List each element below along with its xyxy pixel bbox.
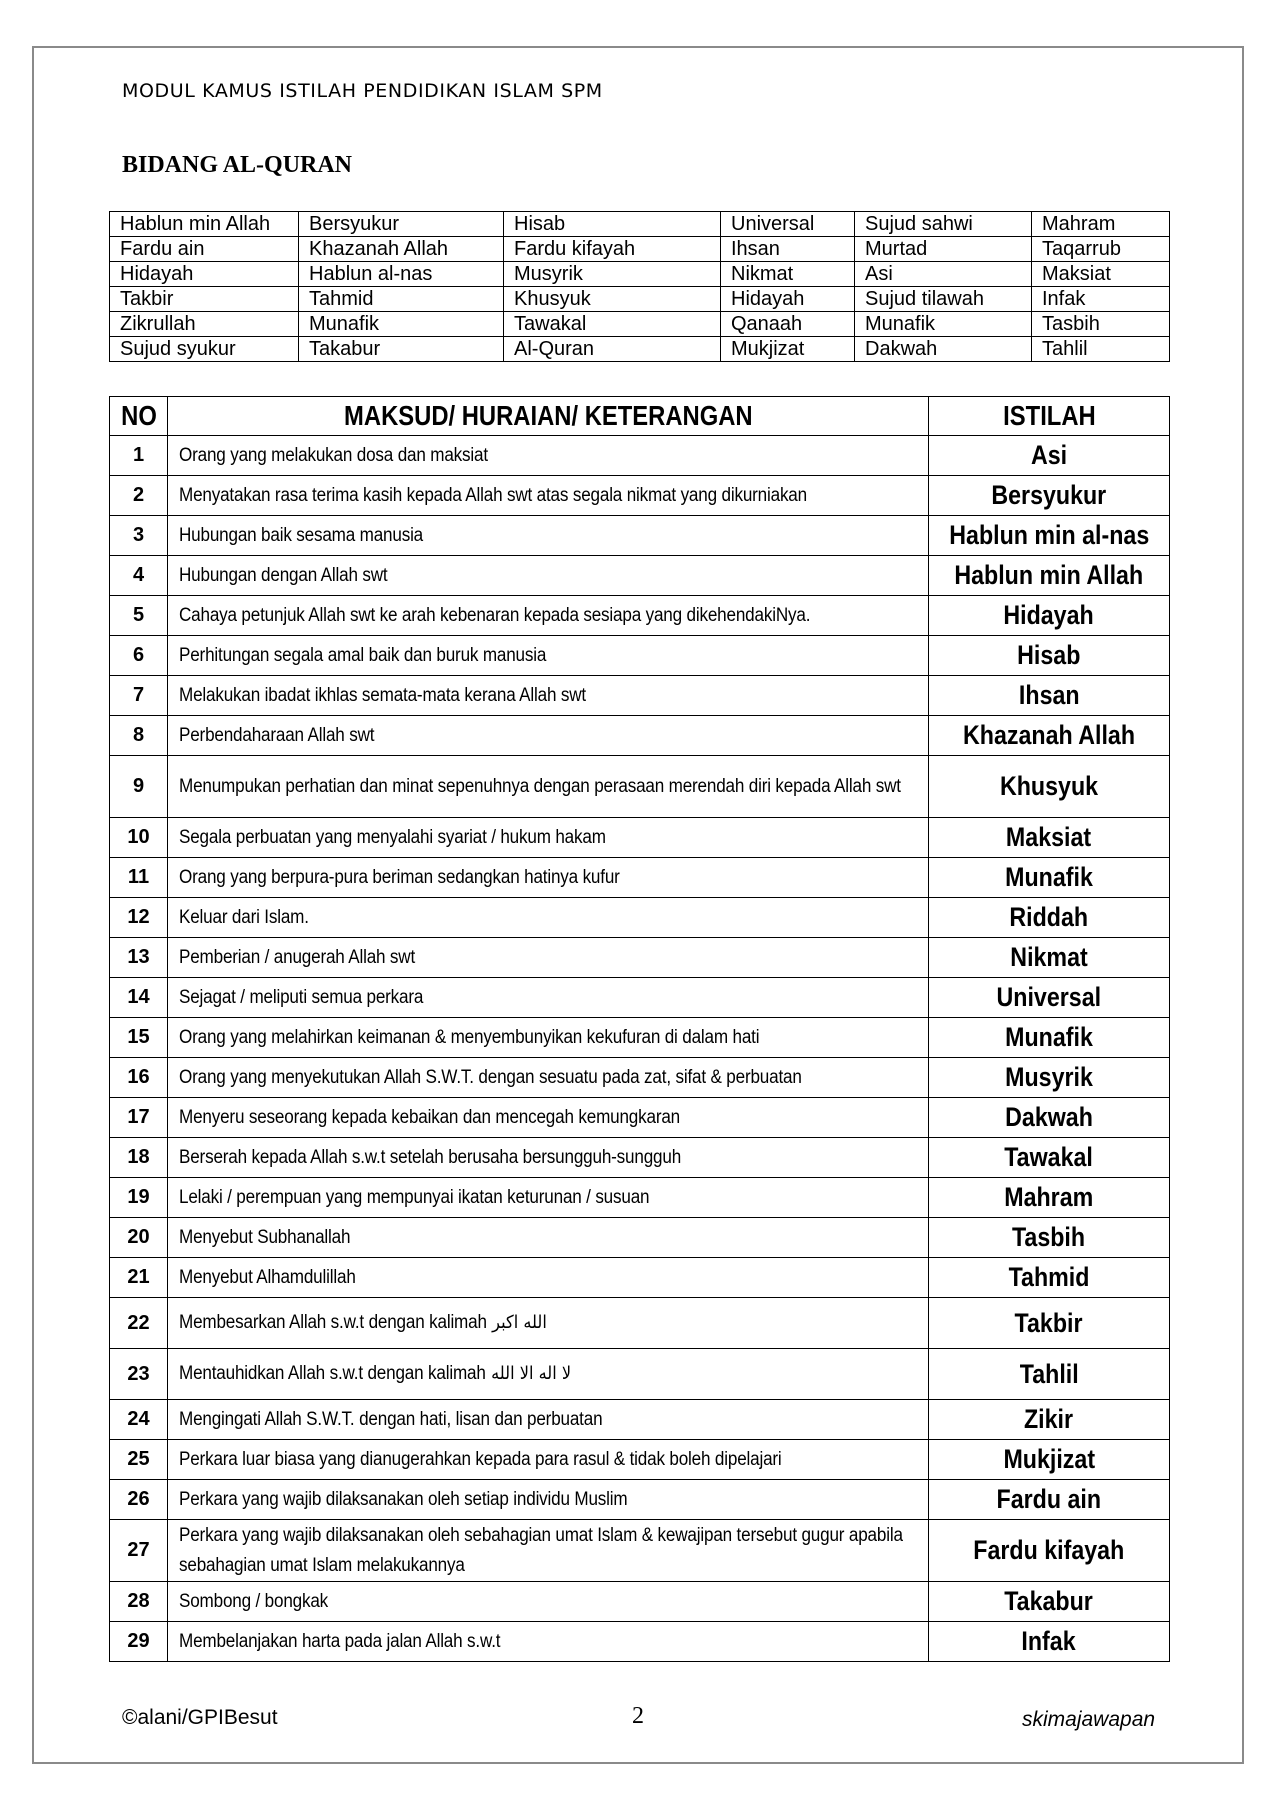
row-term-text: Tawakal [1004,1142,1094,1172]
glossary-row [110,436,1170,476]
row-description [168,1018,929,1058]
term-grid-cell: Mukjizat [721,337,855,362]
row-description-text: Membelanjakan harta pada jalan Allah s.w.t [179,1630,501,1652]
row-description-text: Mengingati Allah S.W.T. dengan hati, lisan dan perbuatan [179,1408,603,1430]
row-description [168,1098,929,1138]
glossary-row [110,1298,1170,1349]
row-description [168,1622,929,1662]
term-grid-row [110,337,1170,362]
row-description-text: Menyebut Alhamdulillah [179,1266,356,1288]
row-term [929,938,1170,978]
row-description [168,556,929,596]
row-description [168,1520,929,1582]
glossary-row [110,1480,1170,1520]
row-term [929,1440,1170,1480]
row-term-text: Zikir [1024,1404,1074,1434]
row-number: 22 [110,1298,168,1349]
glossary-row [110,556,1170,596]
glossary-row [110,636,1170,676]
row-term-text: Hidayah [1003,600,1095,630]
term-grid-cell: Hidayah [110,262,299,287]
row-number: 14 [110,978,168,1018]
glossary-row [110,476,1170,516]
glossary-row [110,1218,1170,1258]
row-description-text: Menyatakan rasa terima kasih kepada Allah swt atas segala nikmat yang dikurniakan [179,484,807,506]
row-number: 27 [110,1520,168,1582]
row-description-text: Sejagat / meliputi semua perkara [179,986,424,1008]
term-grid-cell: Hablun min Allah [110,212,299,237]
glossary-row [110,1349,1170,1400]
glossary-row [110,898,1170,938]
page-number: 2 [632,1703,644,1729]
row-term [929,476,1170,516]
term-grid-cell: Tahlil [1032,337,1170,362]
row-number: 7 [110,676,168,716]
glossary-row [110,1098,1170,1138]
glossary-row [110,1178,1170,1218]
row-description [168,476,929,516]
row-number: 10 [110,818,168,858]
row-description [168,436,929,476]
glossary-row [110,1440,1170,1480]
row-term [929,1582,1170,1622]
row-number: 3 [110,516,168,556]
row-description [168,1258,929,1298]
row-description [168,978,929,1018]
term-grid-cell: Munafik [299,312,504,337]
row-term-text: Tasbih [1012,1222,1086,1252]
glossary-row [110,1400,1170,1440]
row-description [168,938,929,978]
row-description-text: Orang yang berpura-pura beriman sedangkan hatinya kufur [179,866,620,888]
row-term-text: Riddah [1009,902,1089,932]
row-term-text: Fardu ain [996,1484,1102,1514]
row-description-text: Membesarkan Allah s.w.t dengan kalimah الله اكبر [179,1312,547,1333]
header-description-text: MAKSUD/ HURAIAN/ KETERANGAN [343,400,753,431]
row-number: 12 [110,898,168,938]
row-description-text: Segala perbuatan yang menyalahi syariat / hukum hakam [179,826,606,848]
row-description [168,756,929,818]
glossary-row [110,1582,1170,1622]
row-number: 28 [110,1582,168,1622]
row-term [929,1098,1170,1138]
row-description [168,636,929,676]
glossary-row [110,1018,1170,1058]
glossary-row [110,596,1170,636]
row-description [168,1582,929,1622]
row-term-text: Mahram [1004,1182,1094,1212]
row-number: 9 [110,756,168,818]
term-grid-cell: Khusyuk [504,287,721,312]
row-description [168,716,929,756]
header-term-text: ISTILAH [1002,400,1096,431]
row-term-text: Fardu kifayah [973,1535,1125,1565]
header-term [929,397,1170,436]
row-term [929,436,1170,476]
glossary-row [110,858,1170,898]
row-number: 6 [110,636,168,676]
row-description-text: Pemberian / anugerah Allah swt [179,946,416,968]
term-grid-cell: Sujud tilawah [855,287,1032,312]
row-term-text: Takbir [1015,1307,1083,1338]
glossary-row [110,818,1170,858]
row-term [929,1178,1170,1218]
row-number: 11 [110,858,168,898]
row-term-text: Infak [1021,1626,1077,1656]
row-description-text: Melakukan ibadat ikhlas semata-mata kerana Allah swt [179,684,586,706]
term-grid-cell: Takbir [110,287,299,312]
row-description-text: Berserah kepada Allah s.w.t setelah berusaha bersungguh-sungguh [179,1146,682,1168]
row-number: 20 [110,1218,168,1258]
term-grid-cell: Qanaah [721,312,855,337]
footer-copyright: ©alani/GPIBesut [122,1706,278,1729]
row-description-text: Perkara luar biasa yang dianugerahkan kepada para rasul & tidak boleh dipelajari [179,1448,782,1470]
term-grid-cell: Tawakal [504,312,721,337]
running-header: MODUL KAMUS ISTILAH PENDIDIKAN ISLAM SPM [122,80,603,102]
row-description-text: Menyebut Subhanallah [179,1226,351,1248]
term-grid-cell: Taqarrub [1032,237,1170,262]
glossary-row [110,676,1170,716]
row-description [168,596,929,636]
footer-right-label: skimajawapan [1022,1708,1156,1731]
row-term [929,818,1170,858]
term-grid-row [110,212,1170,237]
row-term-text: Universal [996,982,1102,1012]
term-grid-cell: Zikrullah [110,312,299,337]
term-grid-cell: Al-Quran [504,337,721,362]
row-description-text: Keluar dari Islam. [179,906,309,928]
row-description [168,676,929,716]
term-grid-cell: Maksiat [1032,262,1170,287]
row-description [168,516,929,556]
row-term-text: Hablun min Allah [954,560,1144,590]
term-grid-cell: Fardu ain [110,237,299,262]
row-description-text: Lelaki / perempuan yang mempunyai ikatan keturunan / susuan [179,1186,650,1208]
arabic-phrase: لا اله الا الله [491,1363,572,1384]
row-term-text: Hablun min al-nas [948,520,1149,550]
term-grid-cell: Infak [1032,287,1170,312]
glossary-row [110,1058,1170,1098]
row-description-text: Orang yang melahirkan keimanan & menyembunyikan kekufuran di dalam hati [179,1026,760,1048]
row-description [168,1218,929,1258]
row-term-text: Asi [1030,440,1068,470]
row-number: 16 [110,1058,168,1098]
row-term-text: Tahlil [1019,1358,1079,1389]
row-term [929,1058,1170,1098]
row-description-text: Perkara yang wajib dilaksanakan oleh setiap individu Muslim [179,1488,628,1510]
header-description [168,397,929,436]
row-term [929,556,1170,596]
row-term [929,636,1170,676]
row-term-text: Musyrik [1005,1062,1093,1092]
row-description [168,898,929,938]
row-term [929,1298,1170,1349]
row-number: 24 [110,1400,168,1440]
row-term [929,1520,1170,1582]
term-grid-cell: Sujud sahwi [855,212,1032,237]
term-grid-cell: Tasbih [1032,312,1170,337]
row-term-text: Hisab [1017,640,1081,670]
row-term-text: Maksiat [1006,822,1092,852]
row-term [929,756,1170,818]
row-number: 15 [110,1018,168,1058]
row-number: 25 [110,1440,168,1480]
row-term-text: Ihsan [1018,680,1080,710]
glossary-row [110,516,1170,556]
row-number: 5 [110,596,168,636]
term-grid-cell: Asi [855,262,1032,287]
row-description-text: Hubungan baik sesama manusia [179,524,424,546]
header-no: NO [114,397,163,436]
term-grid-cell: Sujud syukur [110,337,299,362]
row-description-text: Menumpukan perhatian dan minat sepenuhnya dengan perasaan merendah diri kepada Allah swt [179,775,901,797]
term-grid-cell: Mahram [1032,212,1170,237]
row-number: 8 [110,716,168,756]
glossary-row [110,978,1170,1018]
section-title: BIDANG AL-QURAN [122,152,353,178]
glossary-row [110,1520,1170,1582]
row-term [929,898,1170,938]
term-grid-cell: Khazanah Allah [299,237,504,262]
row-term [929,1138,1170,1178]
term-grid-cell: Nikmat [721,262,855,287]
term-grid [109,211,1170,362]
row-number: 13 [110,938,168,978]
term-grid-row [110,262,1170,287]
row-description [168,1178,929,1218]
arabic-phrase: الله اكبر [492,1312,547,1333]
row-term-text: Khazanah Allah [962,720,1136,750]
row-number: 29 [110,1622,168,1662]
row-number: 2 [110,476,168,516]
row-term-text: Munafik [1005,862,1093,892]
row-description-text: Mentauhidkan Allah s.w.t dengan kalimah لا اله الا الله [179,1363,572,1384]
row-term [929,1480,1170,1520]
row-number: 19 [110,1178,168,1218]
row-term-text: Munafik [1005,1022,1093,1052]
term-grid-cell: Universal [721,212,855,237]
row-description-text: Orang yang menyekutukan Allah S.W.T. dengan sesuatu pada zat, sifat & perbuatan [179,1066,802,1088]
row-term [929,716,1170,756]
row-number: 17 [110,1098,168,1138]
row-description [168,1349,929,1400]
glossary-row [110,1138,1170,1178]
row-description-text: Perbendaharaan Allah swt [179,724,375,746]
row-term [929,1258,1170,1298]
row-term [929,978,1170,1018]
row-term-text: Dakwah [1005,1102,1093,1132]
row-term [929,1400,1170,1440]
row-term [929,676,1170,716]
row-term [929,858,1170,898]
row-description-text: Cahaya petunjuk Allah swt ke arah kebenaran kepada sesiapa yang dikehendakiNya. [179,604,811,626]
term-grid-cell: Musyrik [504,262,721,287]
row-description-text: Perkara yang wajib dilaksanakan oleh sebahagian umat Islam & kewajipan tersebut gugur apabila sebahagian umat Islam melakukannya [179,1524,903,1576]
row-number: 23 [110,1349,168,1400]
term-grid-cell: Takabur [299,337,504,362]
term-grid-cell: Hisab [504,212,721,237]
row-term-text: Mukjizat [1003,1444,1095,1474]
row-term-text: Bersyukur [991,480,1107,510]
row-term [929,1349,1170,1400]
row-description [168,1138,929,1178]
row-description [168,858,929,898]
term-grid-row [110,237,1170,262]
row-description-text: Orang yang melakukan dosa dan maksiat [179,444,488,466]
term-grid-cell: Hablun al-nas [299,262,504,287]
row-description-text: Hubungan dengan Allah swt [179,564,388,586]
term-grid-cell: Ihsan [721,237,855,262]
row-number: 1 [110,436,168,476]
row-term [929,1622,1170,1662]
row-number: 21 [110,1258,168,1298]
glossary-header-row [110,397,1170,436]
row-term [929,1218,1170,1258]
row-description [168,818,929,858]
term-grid-row [110,312,1170,337]
row-term [929,516,1170,556]
term-grid-cell: Munafik [855,312,1032,337]
row-description [168,1298,929,1349]
term-grid-cell: Tahmid [299,287,504,312]
row-term [929,1018,1170,1058]
row-description-text: Menyeru seseorang kepada kebaikan dan mencegah kemungkaran [179,1106,681,1128]
row-description [168,1058,929,1098]
row-description-text: Sombong / bongkak [179,1590,329,1612]
row-term [929,596,1170,636]
row-description [168,1440,929,1480]
row-description [168,1400,929,1440]
term-grid-cell: Fardu kifayah [504,237,721,262]
row-term-text: Takabur [1004,1586,1094,1616]
glossary-row [110,716,1170,756]
row-term-text: Tahmid [1008,1262,1090,1292]
row-description [168,1480,929,1520]
glossary-row [110,1258,1170,1298]
glossary-row [110,756,1170,818]
term-grid-row [110,287,1170,312]
row-term-text: Nikmat [1010,942,1088,972]
glossary-table [109,396,1170,1662]
row-description-text: Perhitungan segala amal baik dan buruk manusia [179,644,547,666]
term-grid-cell: Bersyukur [299,212,504,237]
term-grid-cell: Hidayah [721,287,855,312]
term-grid-cell: Murtad [855,237,1032,262]
row-number: 26 [110,1480,168,1520]
row-term-text: Khusyuk [999,771,1099,801]
row-number: 18 [110,1138,168,1178]
term-grid-cell: Dakwah [855,337,1032,362]
glossary-row [110,1622,1170,1662]
glossary-row [110,938,1170,978]
row-number: 4 [110,556,168,596]
